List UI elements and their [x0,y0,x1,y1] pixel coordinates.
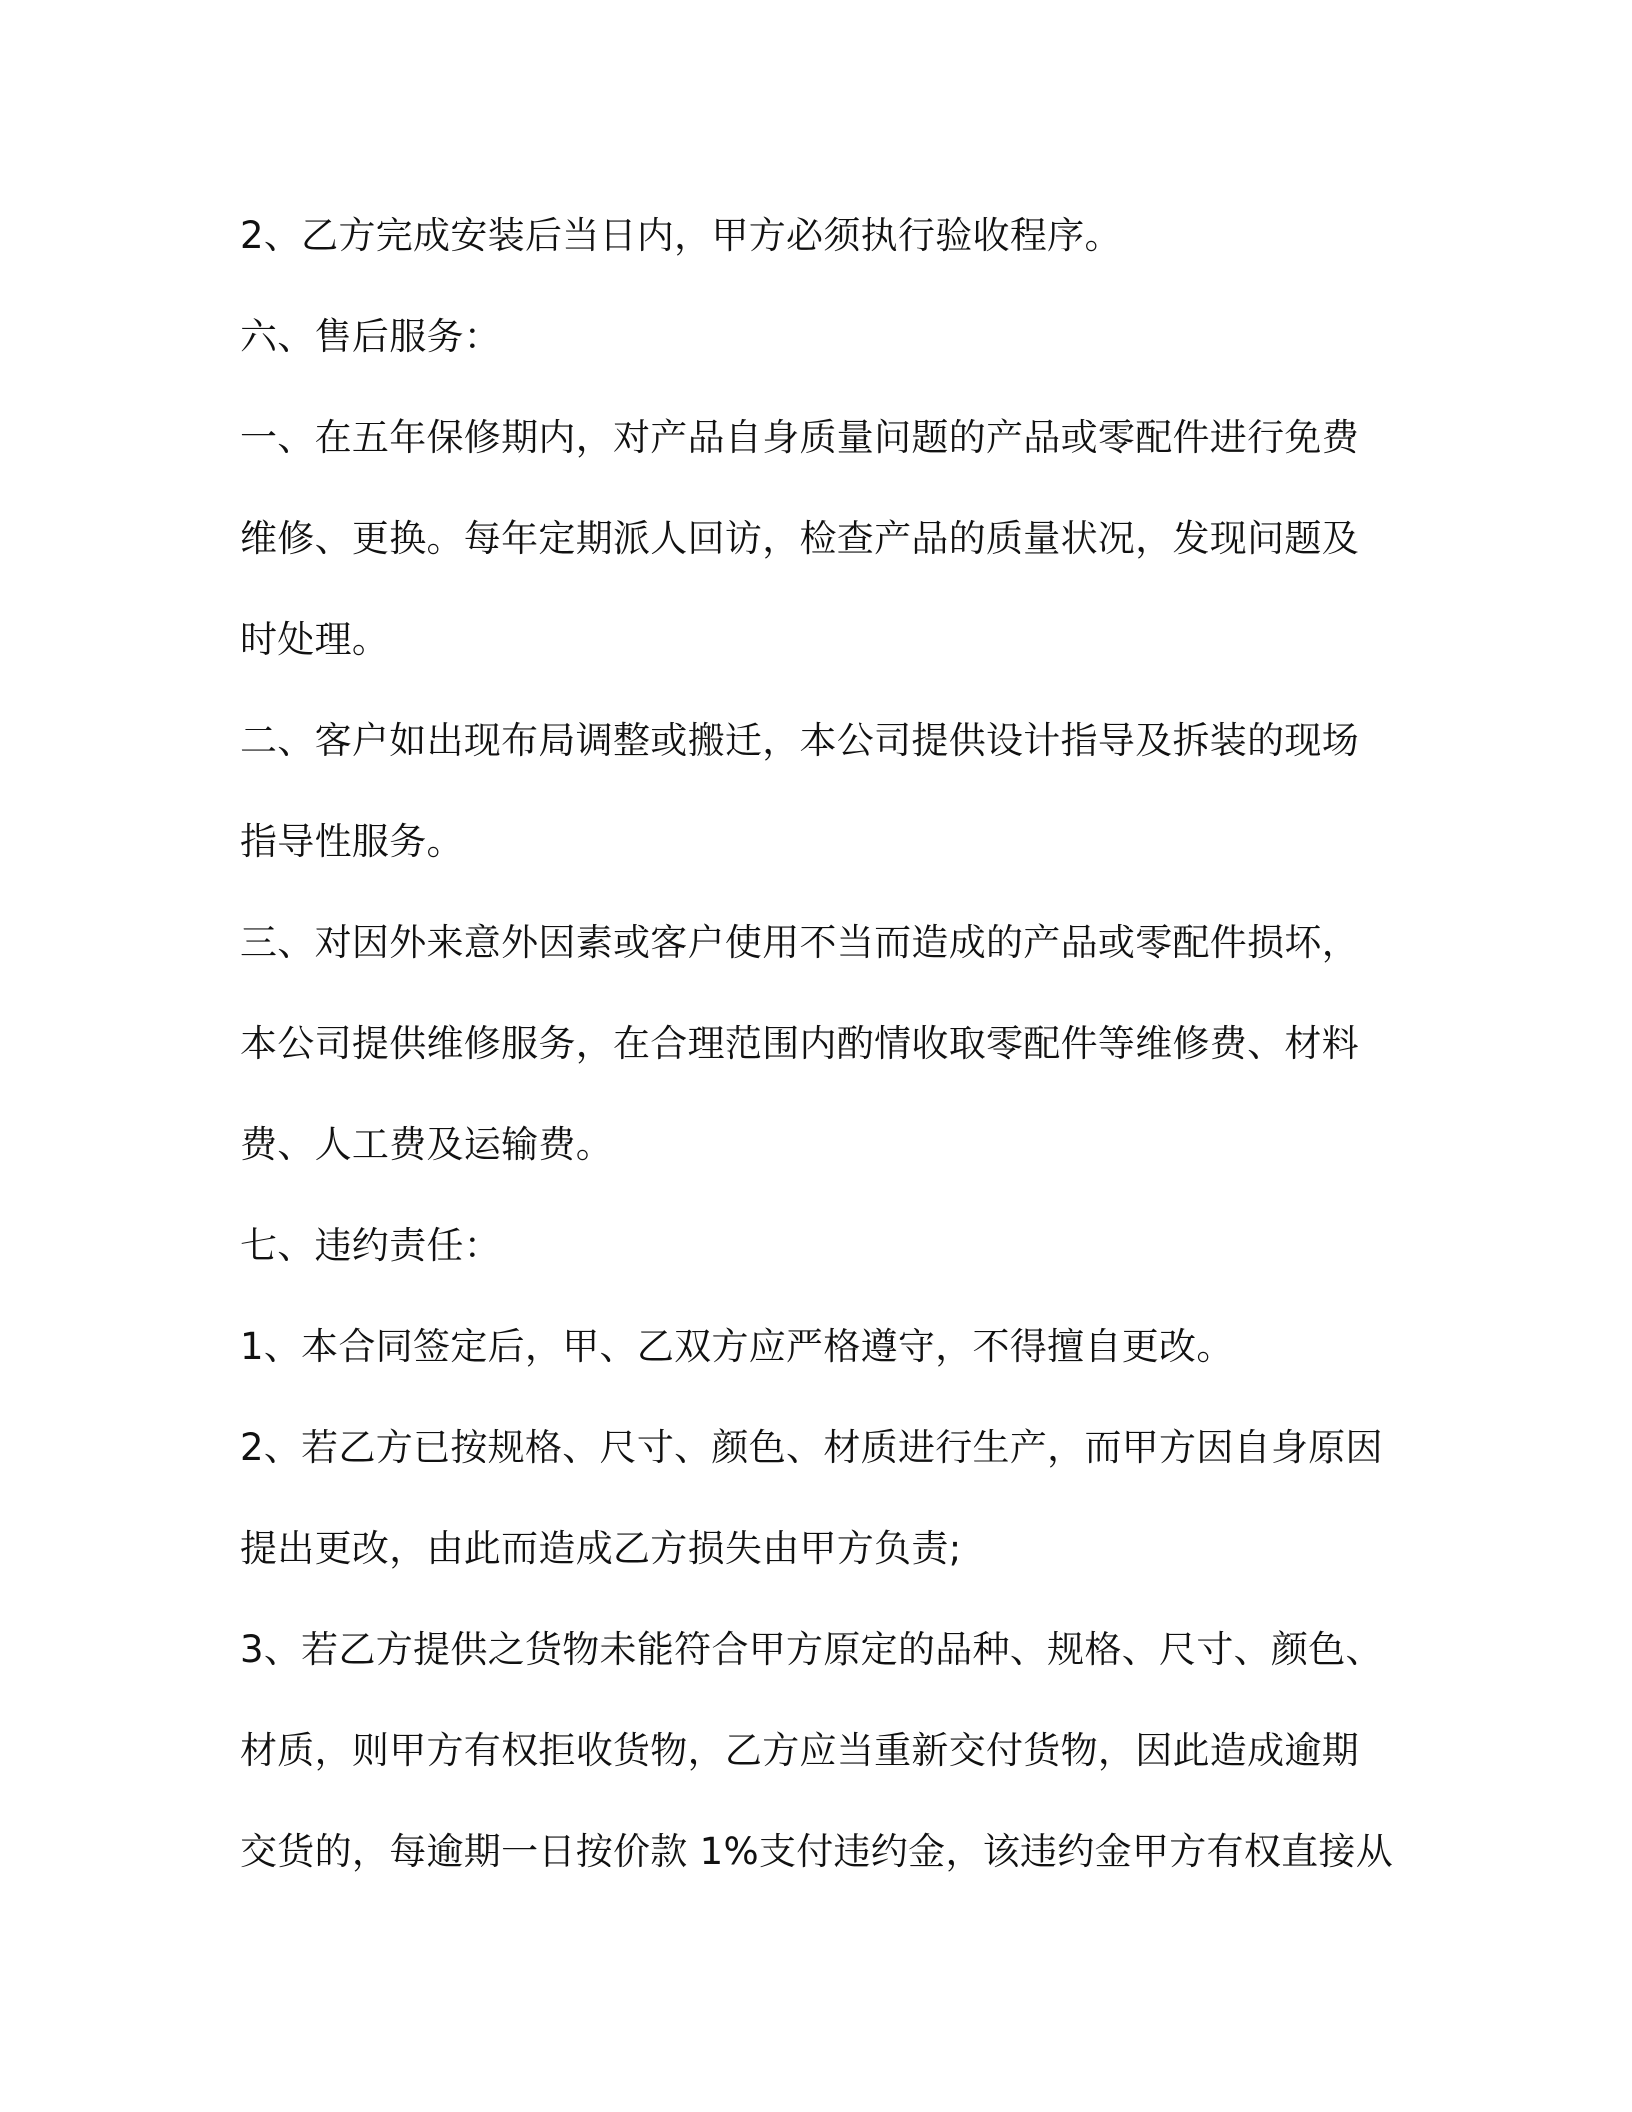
text-line: 维修、更换。每年定期派人回访，检查产品的质量状况，发现问题及 [240,517,1359,560]
text-line: 交货的，每逾期一日按价款 1%支付违约金，该违约金甲方有权直接从 [240,1830,1394,1873]
section-heading: 七、违约责任： [240,1224,502,1267]
text-line: 1、本合同签定后，甲、乙双方应严格遵守，不得擅自更改。 [240,1325,1234,1368]
text-line: 指导性服务。 [240,820,464,863]
text-line: 一、在五年保修期内，对产品自身质量问题的产品或零配件进行免费 [240,416,1359,459]
text-line: 本公司提供维修服务，在合理范围内酌情收取零配件等维修费、材料 [240,1022,1359,1065]
text-line: 材质，则甲方有权拒收货物，乙方应当重新交付货物，因此造成逾期 [240,1729,1359,1772]
text-line: 2、若乙方已按规格、尺寸、颜色、材质进行生产，而甲方因自身原因 [240,1426,1383,1469]
section-heading: 六、售后服务： [240,315,502,358]
text-line: 三、对因外来意外因素或客户使用不当而造成的产品或零配件损坏， [240,921,1359,964]
text-line: 3、若乙方提供之货物未能符合甲方原定的品种、规格、尺寸、颜色、 [240,1628,1383,1671]
document-body [240,185,1400,1902]
text-line: 提出更改，由此而造成乙方损失由甲方负责; [240,1527,962,1570]
text-line: 时处理。 [240,618,390,661]
text-line: 费、人工费及运输费。 [240,1123,613,1166]
text-line: 二、客户如出现布局调整或搬迁，本公司提供设计指导及拆装的现场 [240,719,1359,762]
text-line: 2、乙方完成安装后当日内，甲方必须执行验收程序。 [240,214,1122,257]
